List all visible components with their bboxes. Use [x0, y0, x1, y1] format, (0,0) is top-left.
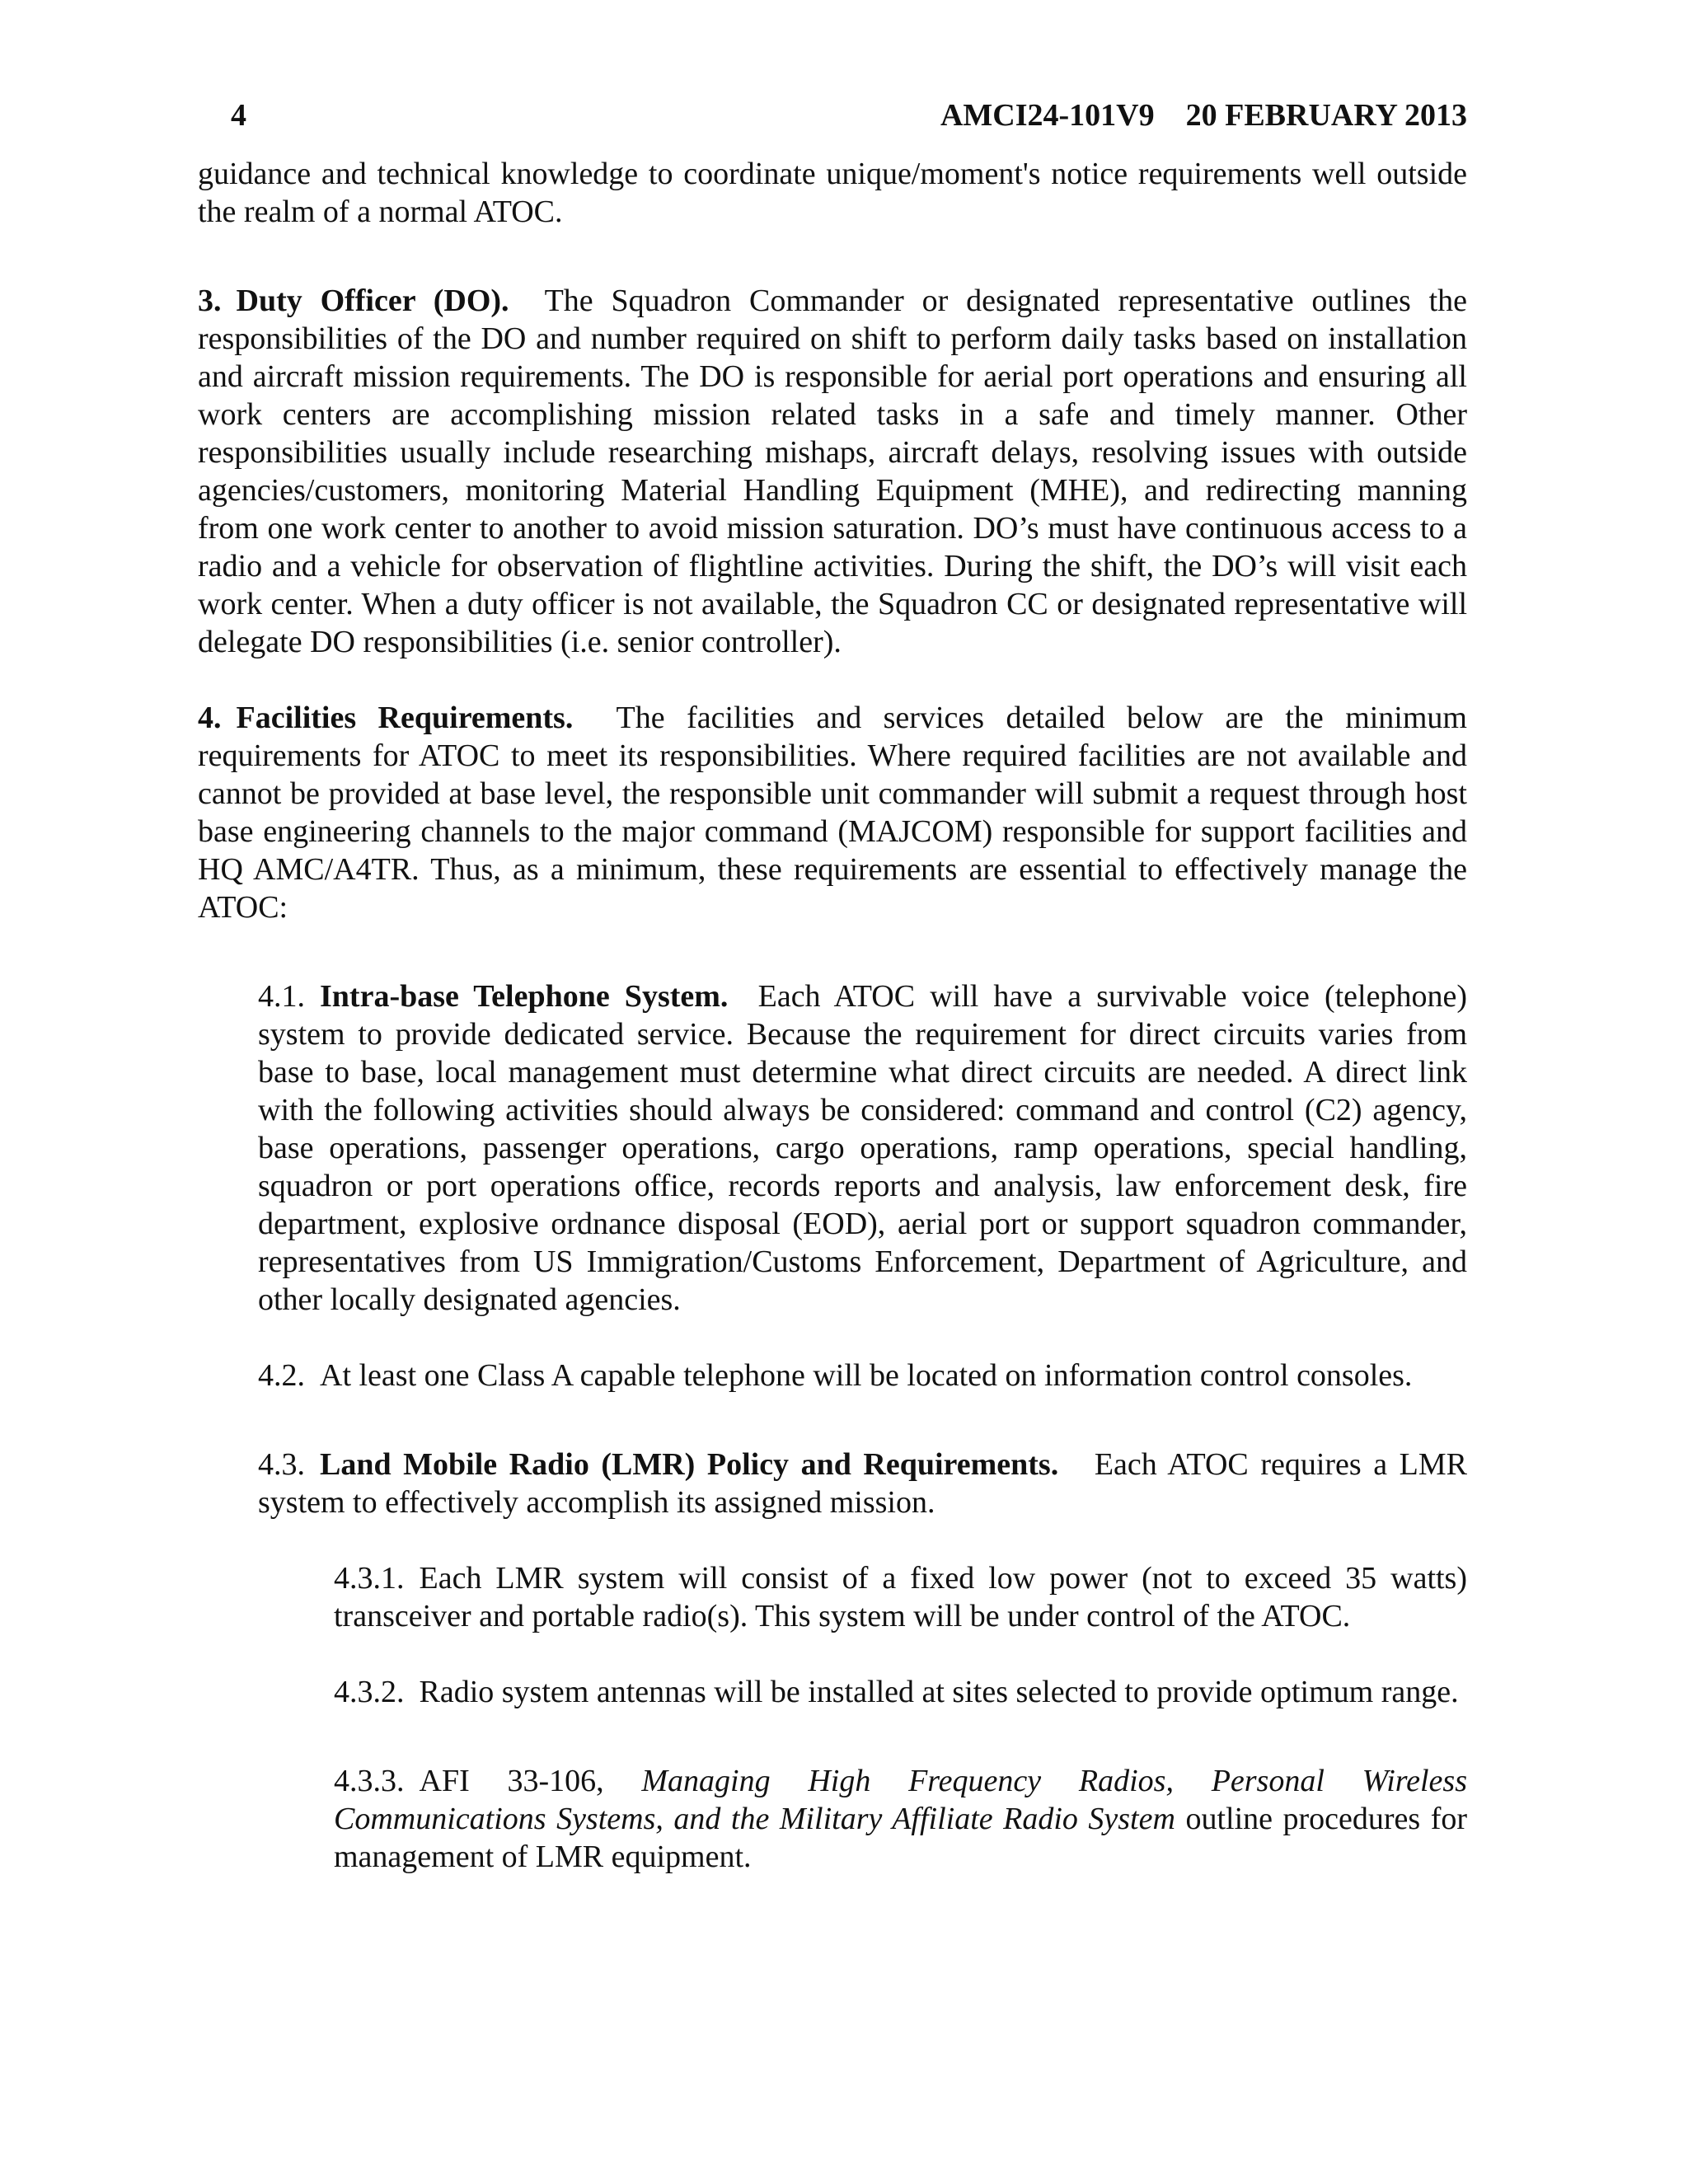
section-4-3-2-number: 4.3.2.: [334, 1675, 405, 1709]
section-4-number: 4.: [198, 701, 222, 735]
section-4-paragraph: [198, 699, 1467, 926]
section-4-3-1-paragraph: [334, 1559, 1467, 1635]
intro-paragraph: [198, 155, 1467, 231]
section-4-2-number: 4.2.: [258, 1358, 305, 1393]
page-header: [198, 97, 1467, 138]
section-4-3-3-number: 4.3.3.: [334, 1764, 405, 1798]
section-4-2-paragraph: [258, 1357, 1467, 1394]
section-4-body: The facilities and services detailed below are the minimum requirements for ATOC to meet its responsibilities. Where required facilities are not available and cannot be provided at base level, the responsible unit commander will submit a request through host base engineering channels to the major command (MAJCOM) responsible for support facilities and HQ AMC/A4TR. Thus, as a minimum, these requirements are essential to effectively manage the ATOC:: [198, 701, 1467, 925]
section-3-body: The Squadron Commander or designated representative outlines the responsibilities of the DO and number required on shift to perform daily tasks based on installation and aircraft mission requirements. The DO is responsible for aerial port operations and ensuring all work centers are accomplishing mission related tasks in a safe and timely manner. Other responsibilities usually include researching mishaps, aircraft delays, resolving issues with outside agencies/customers, monitoring Material Handling Equipment (MHE), and redirecting manning from one work center to another to avoid mission saturation. DO’s must have continuous access to a radio and a vehicle for observation of flightline activities. During the shift, the DO’s will visit each work center. When a duty officer is not available, the Squadron CC or designated representative will delegate DO responsibilities (i.e. senior controller).: [198, 284, 1468, 659]
section-3-title: Duty Officer (DO).: [236, 284, 509, 318]
page-number: 4: [231, 98, 246, 133]
section-4-3-2-paragraph: [334, 1673, 1467, 1711]
section-4-3-1-number: 4.3.1.: [334, 1561, 405, 1596]
section-3-paragraph: [198, 282, 1467, 661]
document-identifier: AMCI24-101V9 20 FEBRUARY 2013: [940, 98, 1467, 133]
section-4-1-title: Intra-base Telephone System.: [320, 979, 729, 1014]
section-4-1-body: Each ATOC will have a survivable voice (telephone) system to provide dedicated service. Because the requirement for direct circuits varies from base to base, local management must determine what direct circuits are needed. A direct link with the following activities should always be considered: command and control (C2) agency, base operations, passenger operations, cargo operations, ramp operations, special handling, squadron or port operations office, records reports and analysis, law enforcement desk, fire department, explosive ordnance disposal (EOD), aerial port or support squadron commander, representatives from US Immigration/Customs Enforcement, Department of Agriculture, and other locally designated agencies.: [258, 979, 1467, 1317]
section-4-3-2-body: Radio system antennas will be installed at sites selected to provide optimum range.: [419, 1675, 1459, 1709]
section-4-3-3-prefix: AFI 33-106,: [419, 1764, 604, 1798]
section-3-number: 3.: [198, 284, 222, 318]
section-4-3-3-cited-title: Managing High Frequency Radios, Personal Wireless Communications Systems, and the Military Affiliate Radio System: [334, 1764, 1468, 1836]
section-4-3-paragraph: [258, 1446, 1467, 1521]
section-4-3-3-suffix: outline procedures for management of LMR equipment.: [334, 1802, 1468, 1874]
section-4-3-body: Each ATOC requires a LMR system to effectively accomplish its assigned mission.: [258, 1447, 1468, 1520]
section-4-3-number: 4.3.: [258, 1447, 305, 1482]
section-4-title: Facilities Requirements.: [236, 701, 574, 735]
section-4-3-1-body: Each LMR system will consist of a fixed low power (not to exceed 35 watts) transceiver and portable radio(s). This system will be under control of the ATOC.: [334, 1561, 1467, 1633]
section-4-3-title: Land Mobile Radio (LMR) Policy and Requirements.: [320, 1447, 1059, 1482]
intro-text: guidance and technical knowledge to coordinate unique/moment's notice requirements well outside the realm of a normal ATOC.: [198, 157, 1467, 229]
section-4-1-paragraph: [258, 977, 1467, 1319]
section-4-1-number: 4.1.: [258, 979, 305, 1014]
section-4-3-3-paragraph: [334, 1762, 1467, 1876]
document-page: [198, 97, 1467, 1876]
section-4-2-body: At least one Class A capable telephone will be located on information control consoles.: [320, 1358, 1413, 1393]
